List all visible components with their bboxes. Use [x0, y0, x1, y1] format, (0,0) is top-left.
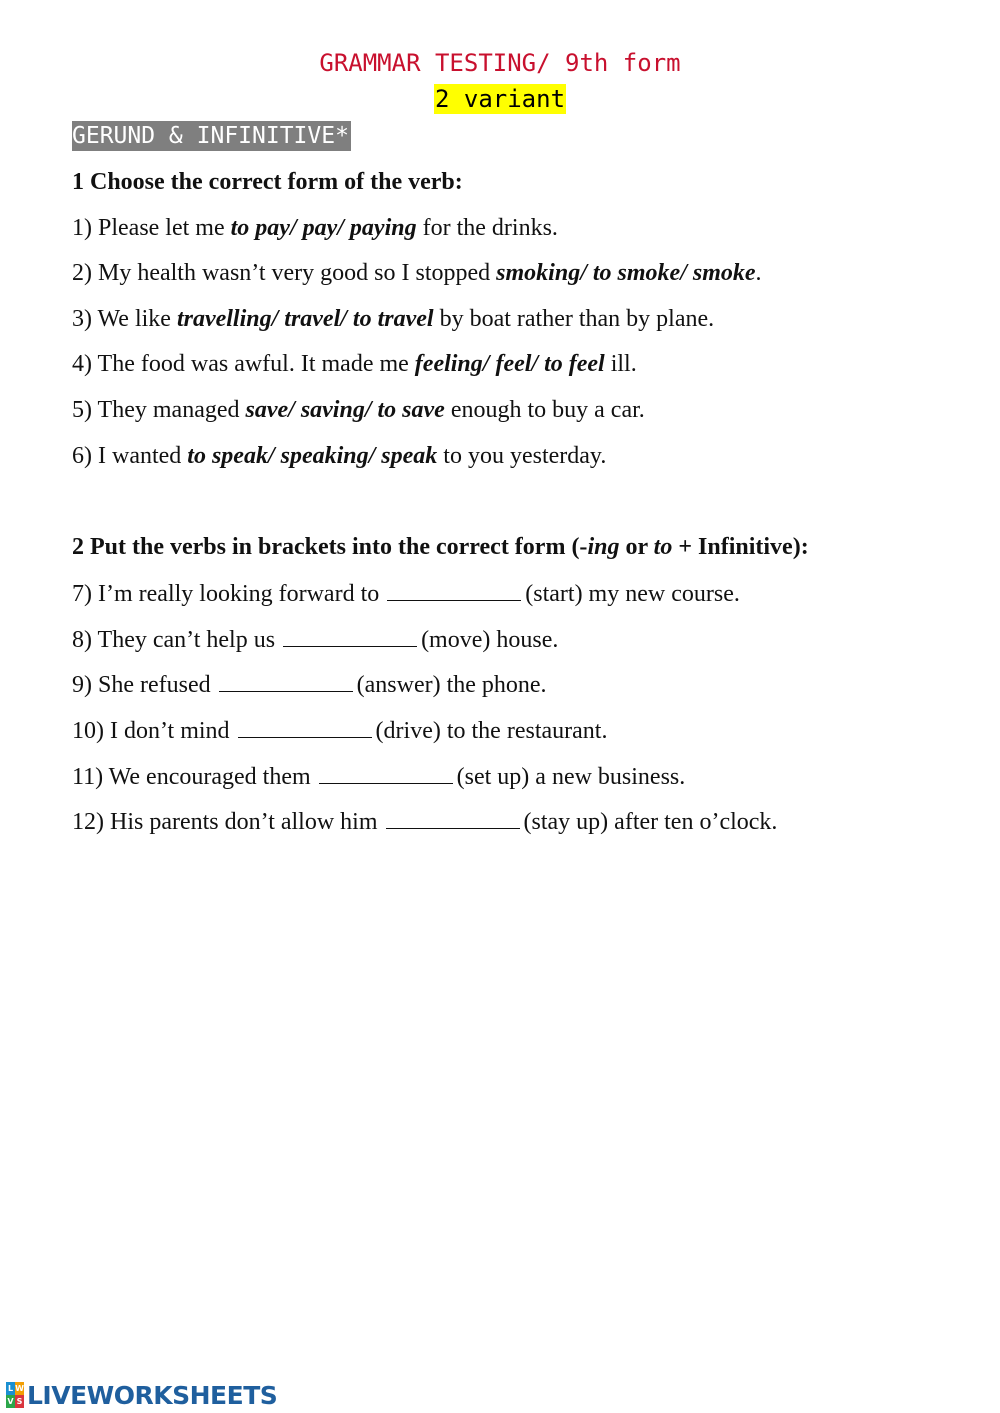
item-options[interactable]: travelling/ travel/ to travel — [176, 306, 434, 332]
variant-wrap — [0, 84, 1000, 114]
exercise-item-8 — [72, 624, 558, 655]
item-text: 7) I’m really looking forward to — [72, 581, 380, 607]
item-text: . — [755, 260, 762, 286]
item-text: 12) His parents don’t allow him — [72, 809, 378, 835]
item-text: (stay up) after ten o’clock. — [523, 809, 778, 835]
item-options[interactable]: to pay/ pay/ paying — [230, 215, 417, 241]
item-text: (set up) a new business. — [456, 764, 686, 790]
answer-blank[interactable] — [219, 669, 353, 692]
exercise-item-5 — [72, 395, 645, 425]
answer-blank[interactable] — [319, 761, 453, 784]
heading-part: or — [619, 534, 654, 560]
logo-mark-icon: L W V S — [7, 1384, 24, 1406]
item-options[interactable]: smoking/ to smoke/ smoke — [496, 260, 756, 286]
item-text: (move) house. — [421, 627, 559, 653]
answer-blank[interactable] — [238, 715, 372, 738]
item-text: for the drinks. — [416, 215, 558, 241]
exercise-item-7 — [72, 578, 740, 609]
item-text: 4) The food was awful. It made me — [72, 351, 415, 377]
page-title: GRAMMAR TESTING/ 9th form — [319, 49, 681, 77]
section2-heading — [72, 532, 809, 562]
item-options[interactable]: to speak/ speaking/ speak — [187, 443, 438, 469]
item-options[interactable]: save/ saving/ to save — [245, 397, 445, 423]
exercise-item-1 — [72, 213, 558, 243]
item-text: 2) My health wasn’t very good so I stopped — [72, 260, 497, 286]
heading-to: to — [653, 534, 673, 560]
topic-label: GERUND & INFINITIVE* — [72, 123, 349, 149]
item-text: (start) my new course. — [525, 581, 740, 607]
item-text: 5) They managed — [72, 397, 246, 423]
item-options[interactable]: feeling/ feel/ to feel — [414, 351, 605, 377]
item-text: 1) Please let me — [72, 215, 231, 241]
exercise-item-2 — [72, 258, 762, 288]
item-text: 9) She refused — [72, 672, 211, 698]
item-text: (answer) the phone. — [356, 672, 547, 698]
exercise-item-4 — [72, 349, 637, 379]
exercise-item-11 — [72, 761, 685, 792]
exercise-item-10 — [72, 715, 607, 746]
answer-blank[interactable] — [387, 578, 521, 601]
answer-blank[interactable] — [386, 806, 520, 829]
section1-heading: 1 Choose the correct form of the verb: — [72, 169, 463, 195]
item-text: enough to buy a car. — [444, 397, 645, 423]
answer-blank[interactable] — [283, 624, 417, 647]
item-text: 11) We encouraged them — [72, 764, 311, 790]
heading-part: 2 Put the verbs in brackets into the correct form (- — [72, 534, 588, 560]
item-text: ill. — [604, 351, 637, 377]
logo-text: LIVEWORKSHEETS — [27, 1380, 278, 1410]
heading-ing: ing — [587, 534, 620, 560]
exercise-item-3 — [72, 304, 714, 334]
exercise-item-6 — [72, 441, 606, 471]
exercise-item-12 — [72, 806, 777, 837]
item-text: 6) I wanted — [72, 443, 188, 469]
item-text: 8) They can’t help us — [72, 627, 276, 653]
heading-part: + Infinitive): — [672, 534, 809, 560]
item-text: to you yesterday. — [437, 443, 607, 469]
item-text: 3) We like — [72, 306, 177, 332]
variant-label: 2 variant — [434, 85, 566, 113]
item-text: by boat rather than by plane. — [433, 306, 715, 332]
item-text: (drive) to the restaurant. — [375, 718, 608, 744]
liveworksheets-logo — [6, 1380, 277, 1410]
exercise-item-9 — [72, 669, 547, 700]
item-text: 10) I don’t mind — [72, 718, 230, 744]
